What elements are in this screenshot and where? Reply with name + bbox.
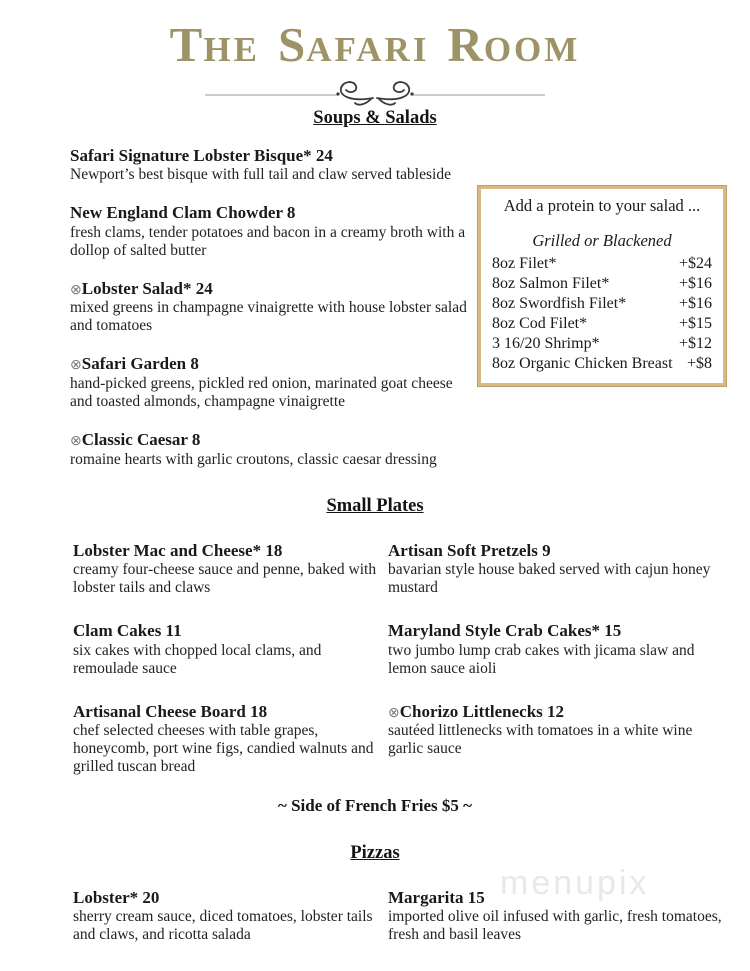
dietary-symbol-icon: ⊗ — [70, 358, 82, 374]
item-name: Clam Cakes 11 — [73, 621, 182, 641]
menu-item-safari-garden — [70, 354, 472, 411]
item-name: Safari Garden 8 — [81, 354, 199, 374]
protein-price: +$16 — [678, 295, 712, 312]
protein-row — [492, 314, 712, 334]
item-name: New England Clam Chowder 8 — [70, 203, 296, 223]
protein-label: 3 16/20 Shrimp* — [492, 335, 600, 352]
protein-label: 8oz Cod Filet* — [492, 315, 588, 332]
add-protein-box — [478, 186, 726, 386]
title-word: SAFARI — [277, 17, 430, 72]
item-name: Lobster Mac and Cheese* 18 — [73, 540, 283, 560]
item-name: Artisan Soft Pretzels 9 — [388, 540, 551, 560]
protein-price: +$15 — [678, 315, 712, 332]
item-description: fresh clams, tender potatoes and bacon in a creamy broth with a dollop of salted butter — [70, 223, 466, 259]
restaurant-title — [0, 17, 750, 72]
protein-price: +$24 — [678, 255, 712, 272]
section-heading-small-plates: Small Plates — [326, 495, 424, 516]
title-word: THE — [169, 17, 260, 72]
menu-item-clam-cakes — [73, 621, 378, 677]
protein-row — [492, 354, 712, 374]
item-name: Chorizo Littlenecks 12 — [399, 701, 565, 721]
protein-row — [492, 294, 712, 314]
item-description: romaine hearts with garlic croutons, classic caesar dressing — [70, 450, 437, 468]
item-description: mixed greens in champagne vinaigrette with house lobster salad and tomatoes — [70, 299, 467, 335]
item-name: Lobster* 20 — [73, 887, 160, 907]
scroll-flourish-icon — [205, 72, 545, 108]
menu-item-lobster-pizza — [73, 888, 378, 944]
soups-column — [70, 146, 472, 469]
small-plates-row-3 — [0, 702, 750, 776]
protein-label: 8oz Filet* — [492, 255, 557, 272]
menu-item-soft-pretzels — [388, 541, 723, 597]
dietary-symbol-icon: ⊗ — [70, 282, 82, 298]
dietary-symbol-icon: ⊗ — [388, 705, 400, 721]
protein-price: +$8 — [686, 355, 712, 372]
menu-item-lobster-bisque — [70, 146, 472, 184]
dietary-symbol-icon: ⊗ — [70, 434, 82, 450]
protein-price: +$12 — [678, 335, 712, 352]
item-description: sautéed littlenecks with tomatoes in a white wine garlic sauce — [388, 722, 693, 758]
menu-item-classic-caesar — [70, 430, 472, 469]
menu-item-chorizo-littlenecks — [388, 702, 723, 776]
item-description: imported olive oil infused with garlic, fresh tomatoes, fresh and basil leaves — [388, 908, 722, 944]
item-name: Safari Signature Lobster Bisque* 24 — [70, 146, 333, 165]
item-name: Artisanal Cheese Board 18 — [73, 701, 268, 721]
protein-box-title: Add a protein to your salad ... — [503, 196, 701, 215]
item-description: creamy four-cheese sauce and penne, baked with lobster tails and claws — [73, 561, 377, 597]
item-name: Lobster Salad* 24 — [81, 278, 213, 298]
ornament-divider — [0, 72, 750, 108]
section-heading-soups-salads: Soups & Salads — [313, 108, 437, 128]
menu-item-margarita-pizza — [388, 888, 723, 944]
protein-row — [492, 254, 712, 274]
menu-item-lobster-mac — [73, 541, 378, 597]
item-description: hand-picked greens, pickled red onion, marinated goat cheese and toasted almonds, champagne vinaigrette — [70, 375, 453, 411]
item-name: Maryland Style Crab Cakes* 15 — [388, 621, 622, 641]
protein-price: +$16 — [678, 275, 712, 292]
protein-label: 8oz Organic Chicken Breast — [492, 355, 673, 372]
menu-item-cheese-board — [73, 702, 378, 776]
item-description: bavarian style house baked served with cajun honey mustard — [388, 561, 711, 597]
menu-item-lobster-salad — [70, 279, 472, 336]
pizzas-row-1 — [0, 888, 750, 944]
protein-label: 8oz Salmon Filet* — [492, 275, 610, 292]
protein-row — [492, 274, 712, 294]
item-description: Newport’s best bisque with full tail and claw served tableside — [70, 166, 451, 184]
item-name: Classic Caesar 8 — [81, 430, 201, 450]
protein-row — [492, 334, 712, 354]
menu-item-crab-cakes — [388, 621, 723, 677]
item-name: Margarita 15 — [388, 887, 485, 907]
section-heading-pizzas: Pizzas — [350, 842, 400, 863]
item-description: two jumbo lump crab cakes with jicama slaw and lemon sauce aioli — [388, 641, 695, 677]
item-description: chef selected cheeses with table grapes, honeycomb, port wine figs, candied walnuts and grilled tuscan bread — [73, 721, 374, 775]
protein-box-subtitle: Grilled or Blackened — [532, 231, 672, 250]
small-plates-row-1 — [0, 541, 750, 597]
item-description: sherry cream sauce, diced tomatoes, lobster tails and claws, and ricotta salada — [73, 908, 373, 944]
item-description: six cakes with chopped local clams, and remoulade sauce — [73, 641, 322, 677]
small-plates-row-2 — [0, 621, 750, 677]
menu-item-clam-chowder — [70, 203, 472, 259]
french-fries-note: ~ Side of French Fries $5 ~ — [278, 795, 472, 815]
title-word: ROOM — [447, 17, 581, 72]
menupix-watermark: menupix — [500, 864, 650, 902]
protein-label: 8oz Swordfish Filet* — [492, 295, 627, 312]
